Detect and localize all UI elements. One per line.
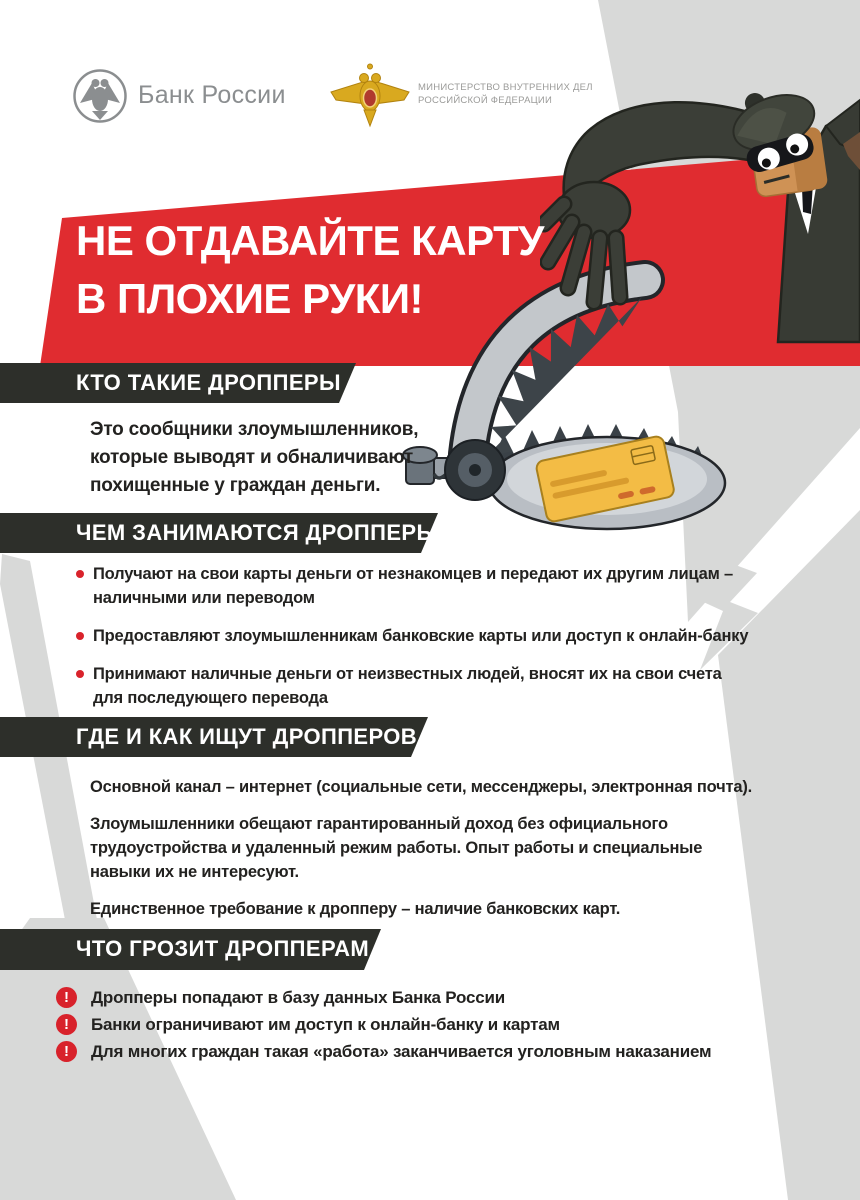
mvd-name-line2: РОССИЙСКОЙ ФЕДЕРАЦИИ <box>418 95 553 106</box>
bank-of-russia-logo-icon <box>72 68 128 124</box>
section-title-where: ГДЕ И КАК ИЩУТ ДРОППЕРОВ <box>76 724 418 749</box>
thief-illustration <box>540 92 860 348</box>
bank-of-russia-label: Банк России <box>138 81 286 109</box>
hero-title <box>76 212 544 328</box>
where-p3-line1: Единственное требование к дропперу – наличие банковских карт. <box>90 900 621 918</box>
list-item <box>76 562 748 610</box>
hero-title-line1: НЕ ОТДАВАЙТЕ КАРТУ <box>76 217 544 264</box>
warning-exclamation-icon: ! <box>56 987 77 1008</box>
mvd-name-line1: МИНИСТЕРСТВО ВНУТРЕННИХ ДЕЛ <box>418 82 593 93</box>
section-title-risk: ЧТО ГРОЗИТ ДРОППЕРАМ <box>76 936 370 961</box>
list-item <box>56 1038 711 1065</box>
who-line2: которые выводят и обналичивают <box>90 447 414 468</box>
double-eagle-glyph <box>80 79 120 120</box>
section-title-what: ЧЕМ ЗАНИМАЮТСЯ ДРОППЕРЫ <box>76 520 439 545</box>
risk-warning-list <box>56 984 711 1065</box>
bullet3-line2: для последующего перевода <box>93 689 328 707</box>
where-paragraphs <box>90 775 752 934</box>
bullet-dot-icon <box>76 632 84 640</box>
where-p2-line3: навыки их не интересуют. <box>90 863 299 881</box>
list-item <box>56 1011 711 1038</box>
list-item <box>76 662 748 710</box>
bullet3-line1: Принимают наличные деньги от неизвестных людей, вносят их на свои счета <box>93 665 722 683</box>
mvd-emblem-icon <box>330 58 410 136</box>
mvd-shield <box>364 89 377 107</box>
list-item <box>76 624 748 648</box>
where-paragraph-1 <box>90 775 752 799</box>
where-p2-line1: Злоумышленники обещают гарантированный доход без официального <box>90 815 668 833</box>
trap-pivot-core <box>469 464 481 476</box>
bullet1-line2: наличными или переводом <box>93 589 315 607</box>
who-description <box>90 416 418 500</box>
warning1-text: Дропперы попадают в базу данных Банка России <box>91 987 505 1007</box>
where-paragraph-3 <box>90 897 752 921</box>
where-paragraph-2 <box>90 812 752 884</box>
bullet2-line1: Предоставляют злоумышленникам банковские карты или доступ к онлайн-банку <box>93 627 749 645</box>
bullet1-line1: Получают на свои карты деньги от незнакомцев и передают их другим лицам – <box>93 565 733 583</box>
where-p2-line2: трудоустройства и удаленный режим работы. Опыт работы и специальные <box>90 839 703 857</box>
what-bullet-list <box>76 562 748 724</box>
warning2-text: Банки ограничивают им доступ к онлайн-банку и картам <box>91 1014 560 1034</box>
where-p1-line1: Основной канал – интернет (социальные сети, мессенджеры, электронная почта). <box>90 778 753 796</box>
who-line3: похищенные у граждан деньги. <box>90 475 381 496</box>
who-line1: Это сообщники злоумышленников, <box>90 419 419 440</box>
list-item <box>56 984 711 1011</box>
bullet-dot-icon <box>76 570 84 578</box>
warning-exclamation-icon: ! <box>56 1014 77 1035</box>
bullet-dot-icon <box>76 670 84 678</box>
mvd-name <box>418 81 593 107</box>
warning3-text: Для многих граждан такая «работа» заканчивается уголовным наказанием <box>91 1041 712 1061</box>
warning-exclamation-icon: ! <box>56 1041 77 1062</box>
section-title-who: КТО ТАКИЕ ДРОППЕРЫ <box>76 370 341 395</box>
hero-title-line2: В ПЛОХИЕ РУКИ! <box>76 275 424 322</box>
